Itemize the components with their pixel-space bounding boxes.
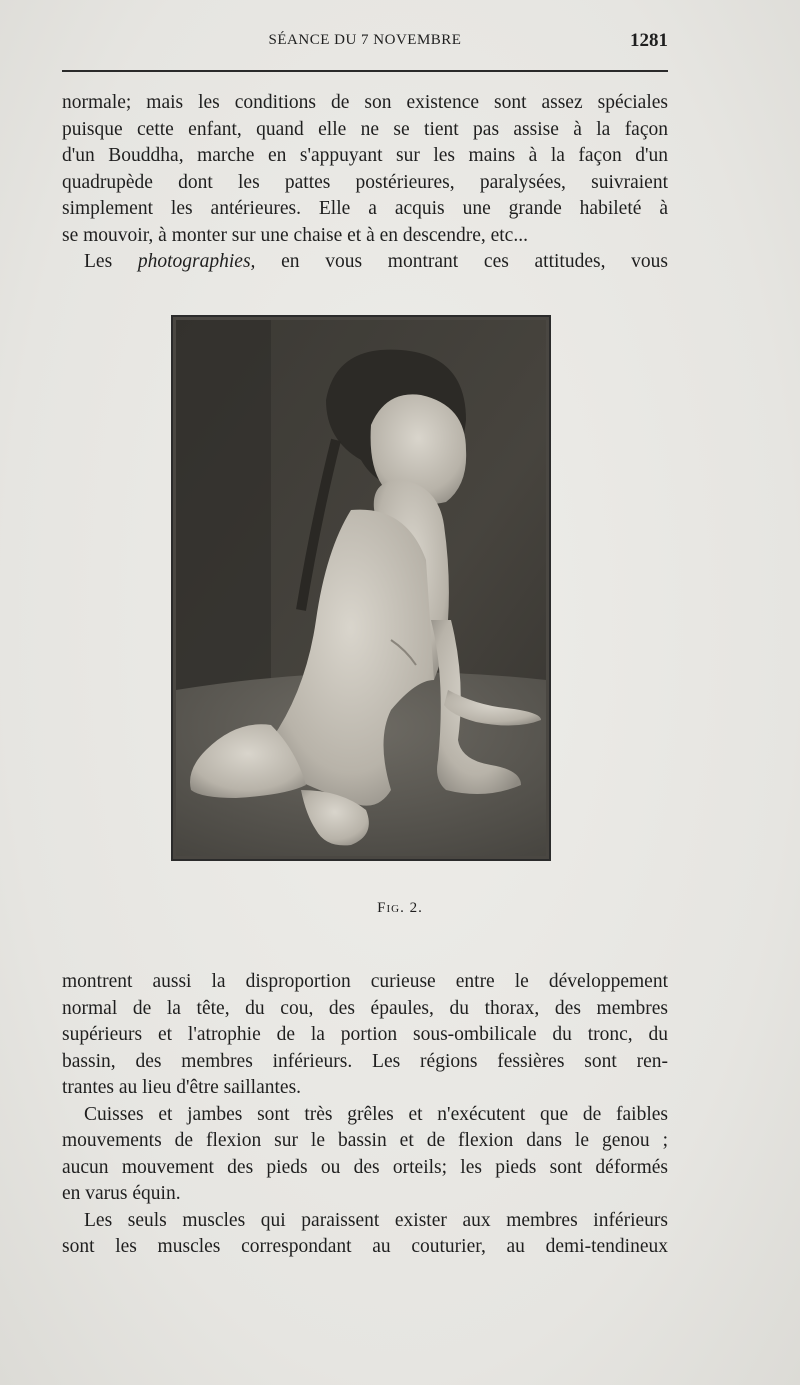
paragraph-bottom xyxy=(62,969,668,1261)
text-line: se mouvoir, à monter sur une chaise et à en descendre, etc... xyxy=(62,224,528,246)
italic-word: photographies, xyxy=(137,251,256,272)
header-rule xyxy=(62,70,668,72)
caption-text: Fig. 2. xyxy=(377,900,423,916)
page-number: 1281 xyxy=(630,30,668,51)
text-line: d'un Bouddha, marche en s'appuyant sur les mains à la façon d'un xyxy=(62,145,668,166)
photograph-image xyxy=(176,320,546,856)
figure-caption xyxy=(0,900,800,917)
text-line xyxy=(62,249,668,276)
text-line: supérieurs et l'atrophie de la portion sous-ombilicale du tronc, du xyxy=(62,1024,668,1045)
text-line: trantes au lieu d'être saillantes. xyxy=(62,1077,302,1098)
text-line: mouvements de flexion sur le bassin et de flexion dans le genou ; xyxy=(62,1130,668,1151)
text-line: Cuisses et jambes sont très grêles et n'exécutent que de faibles xyxy=(84,1103,668,1125)
text-line: normale; mais les conditions de son existence sont assez spéciales xyxy=(62,92,668,113)
running-head xyxy=(62,30,668,56)
running-title: SÉANCE DU 7 NOVEMBRE xyxy=(268,32,462,48)
text-line: Les seuls muscles qui paraissent exister aux membres inférieurs xyxy=(84,1209,668,1231)
text-fragment: en vous montrant ces attitudes, vous xyxy=(281,251,669,272)
text-line: en varus équin. xyxy=(62,1183,181,1204)
figure-photograph xyxy=(171,315,551,861)
text-line: bassin, des membres inférieurs. Les régions fessières sont ren- xyxy=(62,1050,668,1072)
text-fragment: Les xyxy=(84,251,113,272)
text-line: simplement les antérieures. Elle a acquis une grande habileté à xyxy=(62,198,668,219)
text-line: montrent aussi la disproportion curieuse entre le développement xyxy=(62,971,668,992)
paragraph-top xyxy=(62,90,668,276)
text-line: aucun mouvement des pieds ou des orteils; les pieds sont déformés xyxy=(62,1156,668,1178)
text-line: sont les muscles correspondant au couturier, au demi-tendineux xyxy=(62,1236,668,1257)
text-line: quadrupède dont les pattes postérieures, paralysées, suivraient xyxy=(62,171,668,193)
text-line: puisque cette enfant, quand elle ne se tient pas assise à la façon xyxy=(62,118,668,140)
text-line: normal de la tête, du cou, des épaules, du thorax, des membres xyxy=(62,997,668,1019)
